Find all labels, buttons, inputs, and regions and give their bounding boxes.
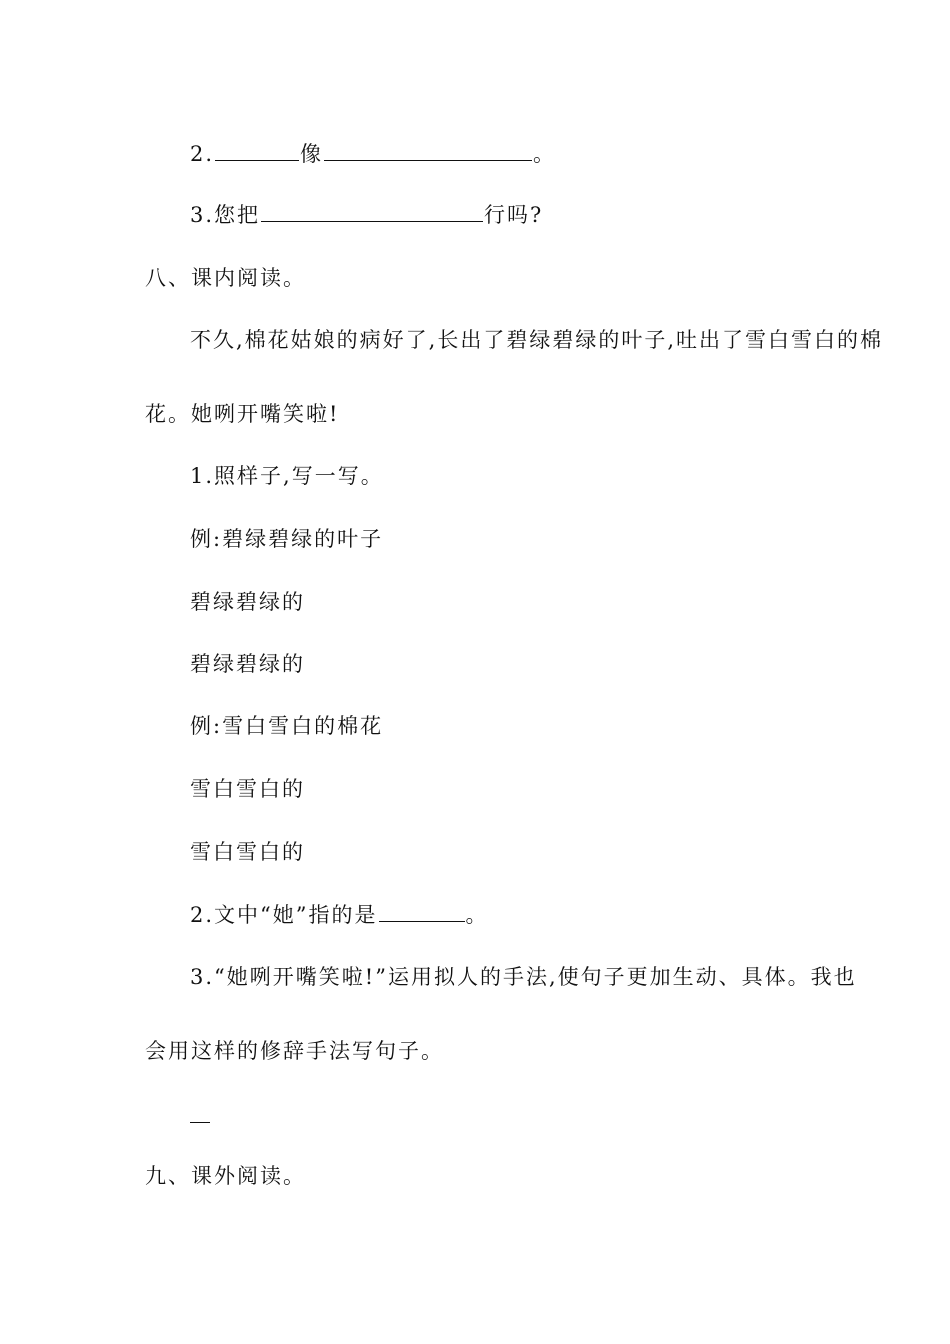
q3-end: 行吗?: [484, 203, 544, 227]
q3-blank[interactable]: [261, 201, 483, 222]
example-2: 例:雪白雪白的棉花: [190, 714, 384, 738]
q3-prefix: 3.您把: [190, 203, 261, 227]
section-9-title: 九、课外阅读。: [145, 1164, 306, 1188]
q2-blank-1[interactable]: [215, 140, 299, 161]
task-1-instruction: 1.照样子,写一写。: [190, 464, 384, 488]
fill-item-2a: 雪白雪白的: [190, 777, 305, 801]
fill-item-2b: 雪白雪白的: [190, 840, 305, 864]
q2-mid-text: 像: [300, 142, 324, 166]
question-2-line: [190, 140, 556, 168]
example-1: 例:碧绿碧绿的叶子: [190, 527, 384, 551]
answer-line-stub[interactable]: [190, 1122, 210, 1123]
task2-end: 。: [465, 903, 489, 927]
fill-item-1b: 碧绿碧绿的: [190, 652, 305, 676]
task2-blank[interactable]: [379, 901, 465, 922]
task-2-line: [190, 901, 489, 929]
task2-prefix: 2.文中“她”指的是: [190, 903, 378, 927]
task-3-line-2: 会用这样的修辞手法写句子。: [145, 1039, 444, 1063]
q2-blank-2[interactable]: [324, 140, 532, 161]
q2-prefix: 2.: [190, 142, 215, 166]
fill-item-1a: 碧绿碧绿的: [190, 590, 305, 614]
question-3-line: [190, 201, 543, 229]
passage-line-1: 不久,棉花姑娘的病好了,长出了碧绿碧绿的叶子,吐出了雪白雪白的棉: [190, 328, 884, 352]
passage-line-2: 花。她咧开嘴笑啦!: [145, 402, 340, 426]
q2-end: 。: [533, 142, 557, 166]
section-8-title: 八、课内阅读。: [145, 266, 306, 290]
task-3-line-1: 3.“她咧开嘴笑啦!”运用拟人的手法,使句子更加生动、具体。我也: [190, 965, 857, 989]
